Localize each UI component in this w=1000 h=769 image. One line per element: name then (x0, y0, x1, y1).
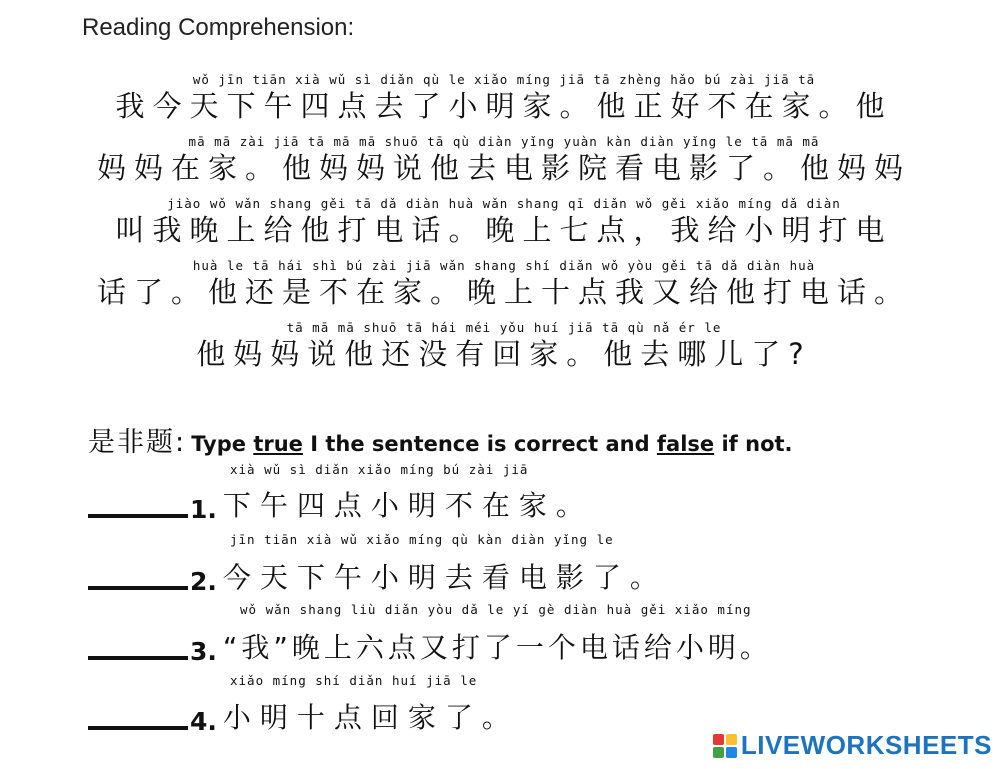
hanzi-line: 话了。他还是不在家。晚上十点我又给他打电话。 (96, 275, 911, 309)
hanzi-line: 他妈妈说他还没有回家。他去哪儿了? (196, 337, 812, 371)
question-1 (88, 484, 593, 524)
question-3 (88, 626, 772, 666)
answer-blank-4[interactable] (88, 726, 188, 730)
pinyin-line: wǒ jīn tiān xià wǔ sì diǎn qù le xiǎo míng jiā tā zhèng hǎo bú zài jiā tā (192, 72, 816, 87)
question-4-pinyin: xiǎo míng shí diǎn huí jiā le (230, 673, 478, 688)
passage-line-4 (94, 258, 914, 310)
question-number: 2. (190, 567, 217, 596)
logo-square (713, 747, 724, 758)
question-4 (88, 696, 519, 736)
hanzi-line: 叫我晚上给他打电话。晚上七点，我给小明打电 (115, 213, 893, 247)
instruction-text (191, 432, 792, 456)
question-3-pinyin: wǒ wǎn shang liù diǎn yòu dǎ le yí gè diàn huà gěi xiǎo míng (240, 602, 752, 617)
instruction-text-part: Type (191, 432, 254, 456)
liveworksheets-logo (713, 730, 992, 761)
answer-blank-3[interactable] (88, 656, 188, 660)
hanzi-line: 妈妈在家。他妈妈说他去电影院看电影了。他妈妈 (96, 151, 911, 185)
question-number: 3. (190, 637, 217, 666)
question-number: 4. (190, 707, 217, 736)
answer-blank-1[interactable] (88, 514, 188, 518)
question-text: “我”晚上六点又打了一个电话给小明。 (222, 631, 772, 664)
question-text: 今天下午小明去看电影了。 (222, 561, 667, 594)
question-2 (88, 556, 667, 596)
instruction-text-part: if not. (714, 432, 793, 456)
passage-line-5 (94, 320, 914, 372)
pinyin-line: huà le tā hái shì bú zài jiā wǎn shang shí diǎn wǒ yòu gěi tā dǎ diàn huà (192, 258, 816, 273)
hanzi-line: 我今天下午四点去了小明家。他正好不在家。他 (115, 89, 893, 123)
logo-mark-icon (713, 734, 737, 758)
logo-square (726, 734, 737, 745)
instruction-label: 是非题: (88, 427, 187, 458)
question-number: 1. (190, 495, 217, 524)
pinyin-line: mā mā zài jiā tā mā mā shuō tā qù diàn yǐng yuàn kàn diàn yǐng le tā mā mā (188, 134, 820, 149)
logo-square (713, 734, 724, 745)
logo-square (726, 747, 737, 758)
word-true: true (253, 432, 303, 456)
question-text: 小明十点回家了。 (222, 701, 519, 734)
word-false: false (656, 432, 715, 456)
passage-line-2 (94, 134, 914, 186)
instruction (88, 420, 793, 459)
instruction-text-part: I the sentence is correct and (302, 432, 657, 456)
question-1-pinyin: xià wǔ sì diǎn xiǎo míng bú zài jiā (230, 462, 529, 477)
page-title: Reading Comprehension: (82, 14, 355, 41)
question-2-pinyin: jīn tiān xià wǔ xiǎo míng qù kàn diàn yǐng le (230, 532, 614, 547)
pinyin-line: tā mā mā shuō tā hái méi yǒu huí jiā tā qù nǎ ér le (286, 320, 722, 335)
question-text: 下午四点小明不在家。 (222, 489, 593, 522)
pinyin-line: jiào wǒ wǎn shang gěi tā dǎ diàn huà wǎn shang qī diǎn wǒ gěi xiǎo míng dǎ diàn (167, 196, 841, 211)
answer-blank-2[interactable] (88, 586, 188, 590)
logo-text: LIVEWORKSHEETS (740, 730, 992, 760)
passage-line-1 (94, 72, 914, 124)
passage-line-3 (94, 196, 914, 248)
